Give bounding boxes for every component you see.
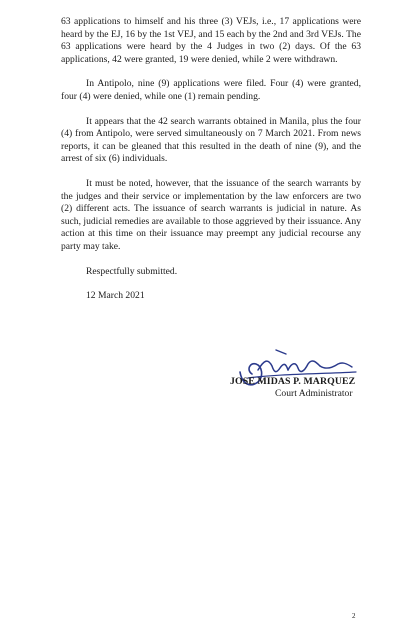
closing-line: Respectfully submitted. <box>86 265 178 277</box>
page-number: 2 <box>352 612 356 620</box>
paragraph-antipolo: In Antipolo, nine (9) applications were filed. Four (4) were granted, four (4) were denied, while one (1) remain pending. <box>61 78 361 102</box>
paragraph-judicial-nature: It must be noted, however, that the issuance of the search warrants by the judges and their service or implementation by the law enforcers are two (2) different acts. The issuance of search warrants is judicial in nature. As such, judicial remedies are available to those aggrieved by their issuance. Any action at this time on their issuance may preempt any judicial recourse any party may take. <box>61 177 361 252</box>
signatory-name: JOSE MIDAS P. MARQUEZ <box>230 376 356 387</box>
paragraph-search-warrants-served: It appears that the 42 search warrants obtained in Manila, plus the four (4) from Antipolo, were served simultaneously on 7 March 2021. From news reports, it can be gleaned that this resulted in the death of nine (9), and the arrest of six (6) individuals. <box>61 115 361 165</box>
paragraph-continuation: 63 applications to himself and his three (3) VEJs, i.e., 17 applications were heard by the EJ, 16 by the 1st VEJ, and 15 each by the 2nd and 3rd VEJs. The 63 applications were heard by the 4 Judges in two (2) days. Of the 63 applications, 42 were granted, 19 were denied, while 2 were withdrawn. <box>61 16 361 65</box>
document-body <box>61 16 361 303</box>
document-date: 12 March 2021 <box>86 290 145 302</box>
signatory-title: Court Administrator <box>275 388 353 399</box>
